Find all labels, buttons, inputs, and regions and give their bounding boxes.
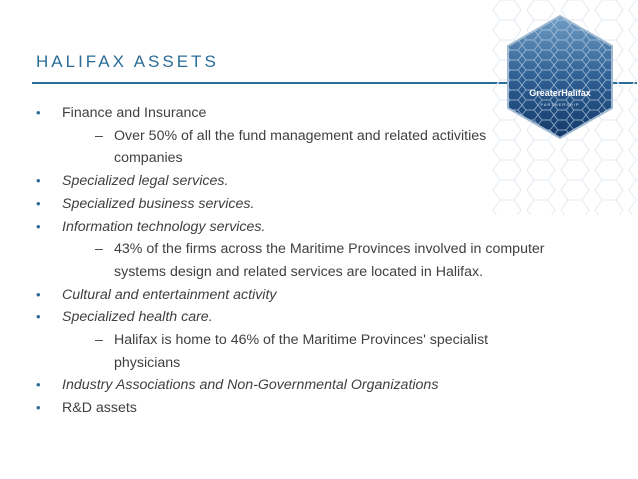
bullet-marker: • — [36, 309, 41, 325]
bullet-text: Industry Associations and Non-Governmental Organizations — [62, 377, 439, 394]
bullet-marker: • — [36, 173, 41, 189]
bullet-marker: • — [36, 195, 41, 211]
bullet-health — [36, 306, 596, 374]
bullet-cultural — [36, 284, 596, 307]
slide-title: HALIFAX ASSETS — [36, 52, 219, 71]
sub-bullet-text: Halifax is home to 46% of the Maritime Provinces' specialist physicians — [114, 332, 489, 371]
sub-bullet — [62, 329, 596, 374]
bullet-marker: • — [36, 377, 41, 393]
dash-marker: – — [95, 332, 103, 349]
bullet-text: Cultural and entertainment activity — [62, 286, 277, 303]
bullet-text: Information technology services. — [62, 218, 266, 235]
sub-bullet-text: 43% of the firms across the Maritime Provinces involved in computer systems design and related services are located in Halifax. — [114, 241, 545, 280]
logo-tagline: PARTNERSHIP — [540, 102, 580, 107]
bullet-marker: • — [36, 400, 41, 416]
dash-marker: – — [95, 241, 103, 258]
logo-brand-text: GreaterHalifax — [529, 88, 591, 98]
bullet-legal — [36, 170, 596, 193]
bullet-it — [36, 216, 596, 284]
sub-bullet — [62, 238, 596, 283]
bullet-text: Specialized business services. — [62, 195, 255, 212]
bullet-marker: • — [36, 218, 41, 234]
sub-list — [62, 329, 596, 374]
sub-bullet — [62, 125, 596, 170]
bullet-marker: • — [36, 286, 41, 302]
bullet-business — [36, 193, 596, 216]
bullet-rnd — [36, 397, 596, 420]
bullet-text: Specialized health care. — [62, 309, 213, 326]
bullet-marker: • — [36, 105, 41, 120]
sub-list — [62, 238, 596, 283]
bullet-text: R&D assets — [62, 400, 137, 417]
dash-marker: – — [95, 127, 103, 144]
sub-list — [62, 125, 596, 170]
bullet-text: Finance and Insurance — [62, 105, 207, 121]
bullet-associations — [36, 374, 596, 397]
bullet-text: Specialized legal services. — [62, 173, 229, 190]
bullet-list — [36, 102, 596, 420]
sub-bullet-text: Over 50% of all the fund management and related activities companies — [114, 127, 487, 167]
bullet-finance — [36, 102, 596, 170]
